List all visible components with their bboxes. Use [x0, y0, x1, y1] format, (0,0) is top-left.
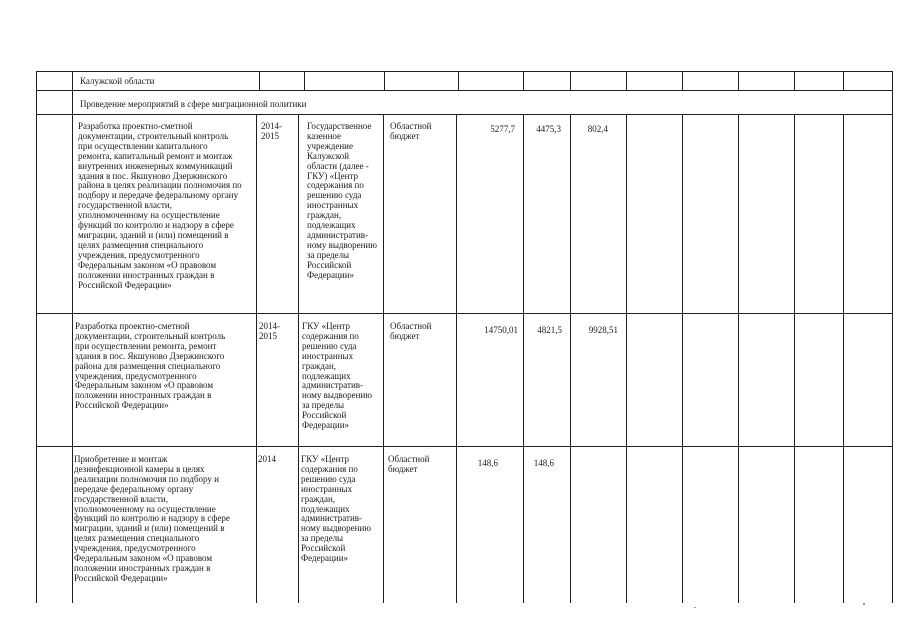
- total-amount: 5277,7: [490, 124, 515, 134]
- total-amount: 14750,01: [484, 325, 518, 335]
- grid-line: [298, 114, 299, 603]
- implementation-period: 2014- 2015: [261, 121, 282, 141]
- grid-line: [523, 71, 524, 90]
- grid-line: [36, 313, 893, 314]
- grid-line: [259, 71, 260, 90]
- region-name-cell: Калужской области: [80, 76, 155, 86]
- amount-2014: 4821,5: [537, 325, 562, 335]
- section-title: Проведение мероприятий в сфере миграционной политики: [80, 99, 307, 109]
- grid-line: [72, 71, 73, 603]
- grid-line: [892, 71, 893, 114]
- executor-name: ГКУ «Центр содержания по решению суда иностранных граждан, подлежащих административ- ному выдворению за пределы Российской Федерации»: [301, 454, 372, 564]
- grid-line: [570, 114, 571, 603]
- grid-line: [570, 71, 571, 90]
- grid-line: [384, 71, 385, 90]
- amount-2014: 4475,3: [536, 124, 561, 134]
- grid-line: [682, 114, 683, 603]
- amount-2015: 802,4: [587, 124, 608, 134]
- implementation-period: 2014- 2015: [259, 321, 280, 341]
- grid-line: [456, 114, 457, 603]
- funding-source: Областной бюджет: [390, 121, 432, 141]
- grid-line: [626, 114, 627, 603]
- amount-2015: 9928,51: [588, 325, 618, 335]
- grid-line: [682, 71, 683, 90]
- grid-line: [843, 71, 844, 90]
- executor-name: Государственное казенное учреждение Калужской области (далее - ГКУ) «Центр содержания по решению суда иностранных граждан, подлежащих административ- ному выдворению за пределы Российской Федерации»: [307, 121, 378, 280]
- activity-description: Разработка проектно-сметной документации, строительный контроль при осуществлении ремонта, ремонт здания в пос. Якшуново Дзержинского района для размещения специального учреждения, предусмотренного Федеральным законом «О правовом положении иностранных граждан в Российской Федерации»: [75, 321, 226, 411]
- funding-source: Областной бюджет: [390, 321, 432, 341]
- executor-name: ГКУ «Центр содержания по решению суда иностранных граждан, подлежащих административ- ному выдворению за пределы Российской Федерации»: [302, 321, 373, 431]
- grid-line: [523, 114, 524, 603]
- activity-description: Приобретение и монтаж дезинфекционной камеры в целях реализации полномочия по подбору и передаче федеральному органу государственной власти, уполномоченному на осуществление функций по контролю и надзору в сфере миграции, зданий и (или) помещений в целях размещения специального учреждения, предусмотренного Федеральным законом «О правовом положении иностранных граждан в Российской Федерации»: [74, 454, 230, 583]
- grid-line: [36, 114, 893, 115]
- grid-line: [36, 90, 893, 91]
- grid-line: [794, 71, 795, 90]
- grid-line: [304, 71, 305, 90]
- grid-line: [843, 114, 844, 603]
- grid-line: [458, 71, 459, 90]
- amount-2014: 148,6: [533, 458, 554, 468]
- activity-description: Разработка проектно-сметной документации, строительный контроль при осуществлении капитального ремонта, капитальный ремонт и монтаж внутренних инженерных коммуникаций здания в пос. Якшуново Дзержинского района в целях реализации полномочия по подбору и передаче федеральному органу государственной власти, уполномоченному на осуществление функций по контролю и надзору в сфере миграции, зданий и (или) помещений в целях размещения специального учреждения, предусмотренного Федеральным законом «О правовом положении иностранных граждан в Российской Федерации»: [78, 121, 242, 290]
- grid-line: [36, 446, 893, 447]
- scan-speck: [694, 607, 696, 608]
- scan-speck: [863, 603, 865, 605]
- funding-source: Областной бюджет: [388, 454, 430, 474]
- grid-line: [383, 114, 384, 603]
- grid-line: [892, 114, 893, 603]
- grid-line: [256, 114, 257, 603]
- grid-line: [794, 114, 795, 603]
- grid-line: [626, 71, 627, 90]
- implementation-period: 2014: [258, 454, 276, 464]
- grid-line: [738, 71, 739, 90]
- grid-line: [738, 114, 739, 603]
- grid-line: [36, 71, 37, 603]
- total-amount: 148,6: [477, 458, 498, 468]
- grid-line: [36, 71, 893, 72]
